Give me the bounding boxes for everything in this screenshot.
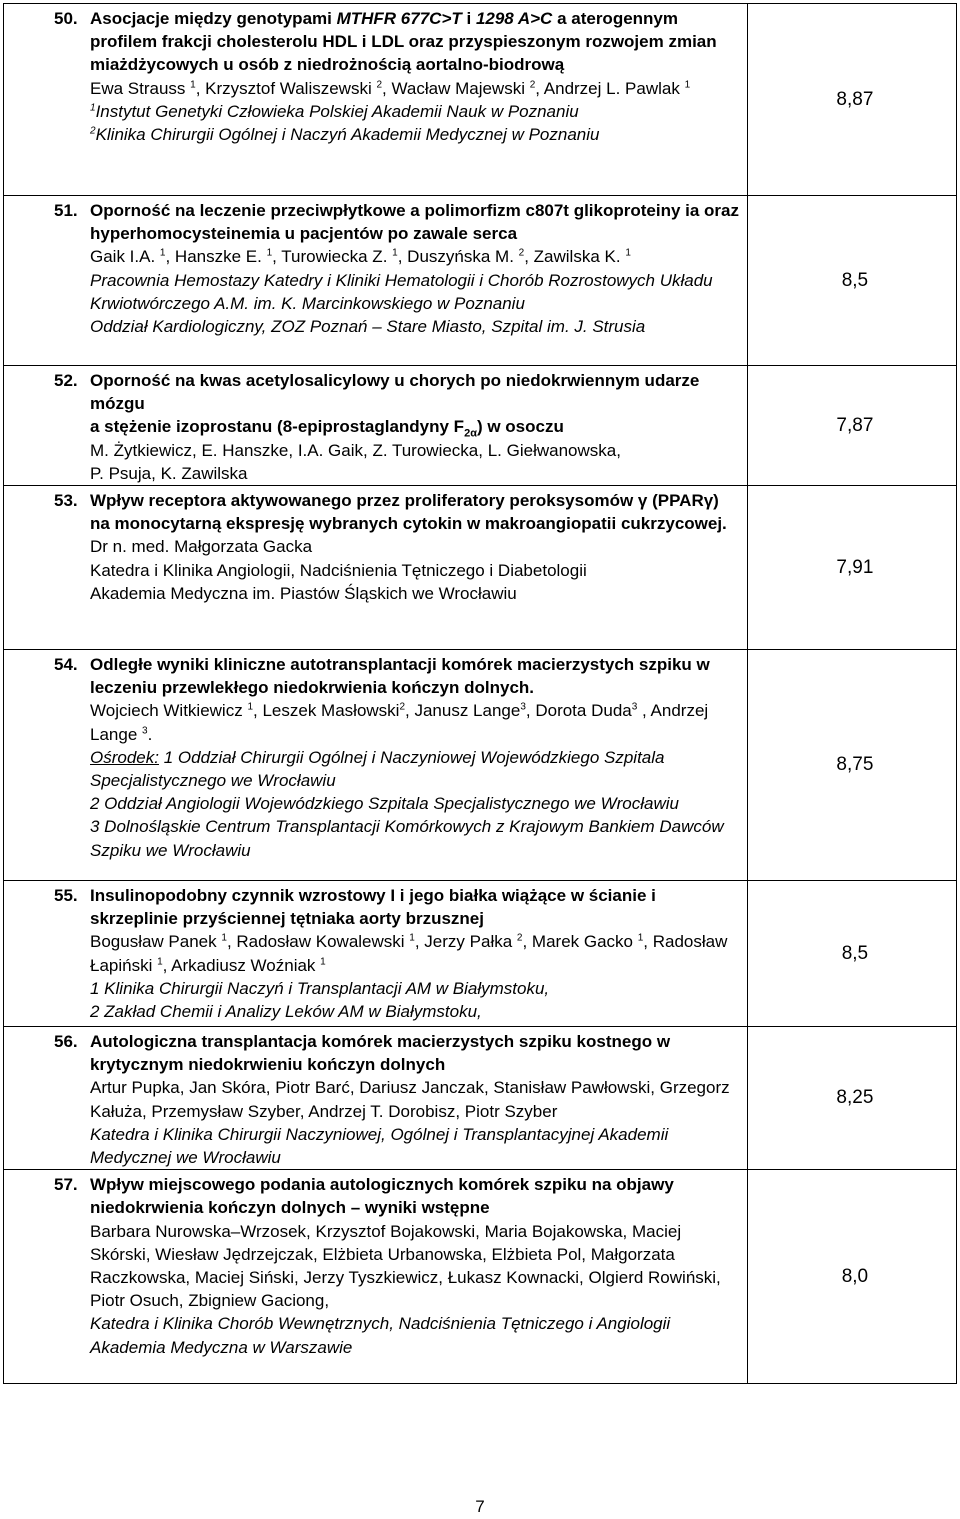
entry-title: Autologiczna transplantacja komórek macierzystych szpiku kostnego w krytycznym niedokrwieniu kończyn dolnych bbox=[90, 1032, 671, 1075]
entry-title: Wpływ miejscowego podania autologicznych komórek szpiku na objawy niedokrwienia kończyn dolnych – wyniki wstępne bbox=[90, 1175, 674, 1218]
table-row bbox=[4, 366, 957, 486]
score-cell: 8,87 bbox=[747, 4, 956, 196]
page-number: 7 bbox=[475, 1497, 485, 1516]
entry-number: 55. bbox=[54, 886, 78, 906]
entry-title: Wpływ receptora aktywowanego przez proliferatory peroksysomów γ (PPARγ) na monocytarną ekspresję wybranych cytokin w makroangiopatii cukrzycowej. bbox=[90, 491, 727, 534]
table-row bbox=[4, 196, 957, 366]
score-cell: 8,25 bbox=[747, 1027, 956, 1170]
entry-cell bbox=[4, 650, 748, 881]
entry-number: 56. bbox=[54, 1032, 78, 1052]
entry-authors: M. Żytkiewicz, E. Hanszke, I.A. Gaik, Z. Turowiecka, L. Giełwanowska, P. Psuja, K. Zawilska bbox=[90, 440, 621, 483]
entry-cell bbox=[4, 1170, 748, 1384]
table-row bbox=[4, 486, 957, 650]
entry-affiliation: $^1$Instytut Genetyki Człowieka Polskiej Akademii Nauk w Poznaniu $^2$Klinika Chirurgii Ogólnej i Naczyń Akademii Medycznej w Poznaniu bbox=[90, 101, 600, 145]
entry-affiliation: Katedra i Klinika Chirurgii Naczyniowej, Ogólnej i Transplantacyjnej Akademii Medycznej we Wrocławiu bbox=[90, 1124, 669, 1168]
table-row bbox=[4, 650, 957, 881]
entry-number: 57. bbox=[54, 1175, 78, 1195]
entry-affiliation: Katedra i Klinika Chorób Wewnętrznych, Nadciśnienia Tętniczego i Angiologii Akademia Medyczna w Warszawie bbox=[90, 1314, 671, 1357]
score-cell: 8,75 bbox=[747, 650, 956, 881]
entry-56 bbox=[4, 1027, 747, 1169]
table-row bbox=[4, 1170, 957, 1384]
entry-50 bbox=[4, 4, 747, 146]
score-cell: 8,0 bbox=[747, 1170, 956, 1384]
score-cell: 8,5 bbox=[747, 881, 956, 1027]
entry-53 bbox=[4, 486, 747, 605]
table-row bbox=[4, 881, 957, 1027]
entry-title: Odległe wyniki kliniczne autotransplantacji komórek macierzystych szpiku w leczeniu przewlekłego niedokrwienia kończyn dolnych. bbox=[90, 655, 710, 698]
table-row bbox=[4, 1027, 957, 1170]
entry-authors: Barbara Nurowska–Wrzosek, Krzysztof Bojakowski, Maria Bojakowska, Maciej Skórski, Wiesław Jędrzejczak, Elżbieta Urbanowska, Elżbieta Pol, Małgorzata Raczkowska, Maciej Siński, Jerzy Tyszkiewicz, Łukasz Kownacki, Olgierd Rowiński, Piotr Osuch, Zbigniew Gaciong, bbox=[90, 1221, 721, 1311]
entry-number: 50. bbox=[54, 9, 78, 28]
table-row bbox=[4, 4, 957, 196]
entry-51 bbox=[4, 196, 747, 338]
entry-number: 54. bbox=[54, 655, 78, 675]
entry-cell bbox=[4, 366, 748, 486]
entry-cell bbox=[4, 881, 748, 1027]
entry-cell bbox=[4, 196, 748, 366]
entry-title: Oporność na kwas acetylosalicylowy u chorych po niedokrwiennym udarze mózgu a stężenie izoprostanu (8-epiprostaglandyny $F_{2\alpha}$) w osoczu bbox=[90, 371, 700, 440]
entry-authors: Artur Pupka, Jan Skóra, Piotr Barć, Dariusz Janczak, Stanisław Pawłowski, Grzegorz Kałuża, Przemysław Szyber, Andrzej T. Dorobisz, Piotr Szyber bbox=[90, 1078, 730, 1121]
abstracts-table bbox=[3, 3, 957, 1384]
score-cell: 8,5 bbox=[747, 196, 956, 366]
score-cell: 7,87 bbox=[747, 366, 956, 486]
entry-authors: Wojciech Witkiewicz $^1$, Leszek Masłowski$^2$, Janusz Lange$^3$, Dorota Duda$^3$ , Andrzej Lange $^3$. bbox=[90, 701, 709, 744]
entry-affiliation: Pracownia Hemostazy Katedry i Kliniki Hematologii i Chorób Rozrostowych Układu Krwiotwórczego A.M. im. K. Marcinkowskiego w Poznaniu Oddział Kardiologiczny, ZOZ Poznań – Stare Miasto, Szpital im. J. Strusia bbox=[90, 270, 713, 337]
entry-title: Oporność na leczenie przeciwpłytkowe a polimorfizm c807t glikoproteiny ia oraz hyperhomocysteinemia u pacjentów po zawale serca bbox=[90, 201, 740, 244]
entry-authors: Ewa Strauss $^1$, Krzysztof Waliszewski $^2$, Wacław Majewski $^2$, Andrzej L. Pawlak $^1$ bbox=[90, 78, 691, 98]
entry-number: 51. bbox=[54, 201, 78, 220]
entry-57 bbox=[4, 1170, 747, 1359]
entry-authors: Gaik I.A. $^1$, Hanszke E. $^1$, Turowiecka Z. $^1$, Duszyńska M. $^2$, Zawilska K. $^1$ bbox=[90, 247, 631, 267]
entry-52 bbox=[4, 366, 747, 485]
entry-affiliation: Katedra i Klinika Angiologii, Nadciśnienia Tętniczego i Diabetologii Akademia Medyczna im. Piastów Śląskich we Wrocławiu bbox=[90, 560, 587, 603]
entry-55 bbox=[4, 881, 747, 1023]
entry-cell bbox=[4, 486, 748, 650]
entry-cell bbox=[4, 1027, 748, 1170]
entry-affiliation: 1 Klinika Chirurgii Naczyń i Transplantacji AM w Białymstoku, 2 Zakład Chemii i Analizy Leków AM w Białymstoku, bbox=[90, 978, 550, 1022]
entry-authors: Dr n. med. Małgorzata Gacka bbox=[90, 537, 313, 557]
entry-cell bbox=[4, 4, 748, 196]
entry-title: Asocjacje między genotypami MTHFR 677C>T i 1298 A>C a aterogennym profilem frakcji cholesterolu HDL i LDL oraz przyspieszonym rozwojem zmian miażdżycowych u osób z niedrożnością aortalno-biodrową bbox=[90, 9, 717, 75]
entry-affiliation: Ośrodek: 1 Oddział Chirurgii Ogólnej i Naczyniowej Wojewódzkiego Szpitala Specjalistycznego we Wrocławiu 2 Oddział Angiologii Wojewódzkiego Szpitala Specjalistycznego we Wrocławiu 3 Dolnośląskie Centrum Transplantacji Komórkowych z Krajowym Bankiem Dawców Szpiku we Wrocławiu bbox=[90, 747, 724, 860]
entry-54 bbox=[4, 650, 747, 862]
entry-title: Insulinopodobny czynnik wzrostowy I i jego białka wiążące w ścianie i skrzeplinie przyściennej tętniaka aorty brzusznej bbox=[90, 886, 656, 929]
entry-authors: Bogusław Panek $^1$, Radosław Kowalewski $^1$, Jerzy Pałka $^2$, Marek Gacko $^1$, Radosław Łapiński $^1$, Arkadiusz Woźniak $^1$ bbox=[90, 932, 728, 975]
score-cell: 7,91 bbox=[747, 486, 956, 650]
entry-number: 52. bbox=[54, 371, 78, 390]
entry-number: 53. bbox=[54, 491, 78, 511]
